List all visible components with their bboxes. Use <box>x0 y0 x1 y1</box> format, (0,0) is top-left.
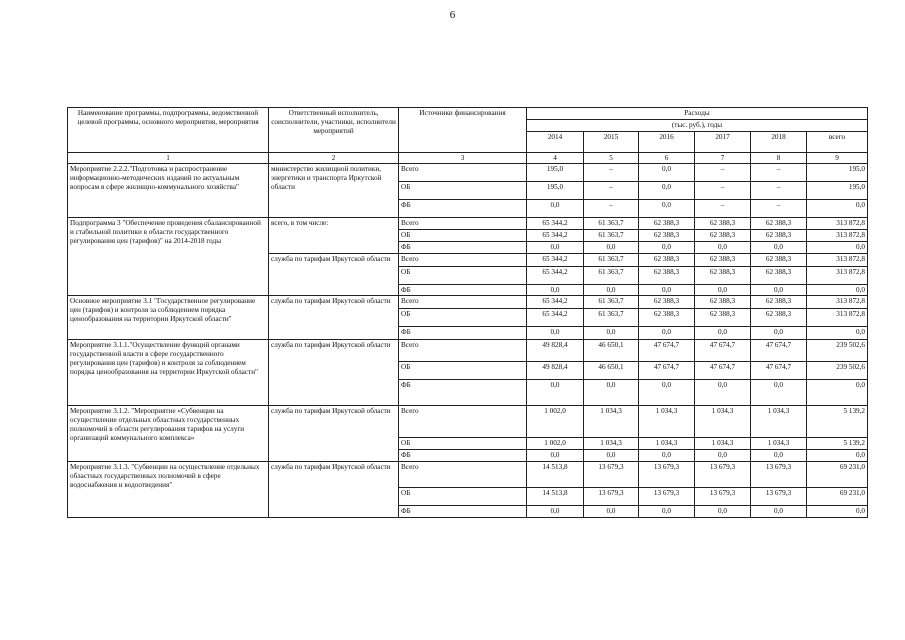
value-cell: 14 513,8 <box>527 488 584 506</box>
value-cell: – <box>751 164 807 182</box>
value-cell: 62 388,3 <box>751 296 807 309</box>
value-cell: 239 502,6 <box>807 340 868 362</box>
row-name: Мероприятие 3.1.2. "Мероприятие «Субвенции на осуществление отдельных областных государственных полномочий в области регулирования тарифов на услуги организаций коммунального комплекса» <box>68 406 269 462</box>
value-cell: 65 344,2 <box>527 296 584 309</box>
header-year: 2018 <box>751 131 807 152</box>
value-cell: 62 388,3 <box>695 218 751 230</box>
value-cell: 0,0 <box>584 284 639 296</box>
value-cell: 313 872,8 <box>807 309 868 327</box>
value-cell: 0,0 <box>807 450 868 462</box>
value-cell: 0,0 <box>807 241 868 253</box>
value-cell: 0,0 <box>527 380 584 406</box>
value-cell: 0,0 <box>584 506 639 518</box>
value-cell: 69 231,0 <box>807 462 868 488</box>
value-cell: 69 231,0 <box>807 488 868 506</box>
value-cell: 62 388,3 <box>751 230 807 242</box>
header-year: 2016 <box>639 131 695 152</box>
value-cell: 0,0 <box>751 450 807 462</box>
value-cell: 65 344,2 <box>527 266 584 284</box>
row-name: Основное мероприятие 3.1 "Государственное регулирование цен (тарифов) и контроля за соблюдением порядка ценообразования на территории Иркутской области" <box>68 296 269 340</box>
funding-source: Всего <box>399 218 527 230</box>
value-cell: 62 388,3 <box>639 309 695 327</box>
header-sources: Источники финансирования <box>399 108 527 153</box>
value-cell: 1 034,3 <box>584 438 639 450</box>
value-cell: 1 002,0 <box>527 438 584 450</box>
value-cell: 14 513,8 <box>527 462 584 488</box>
value-cell: 1 034,3 <box>695 406 751 438</box>
funding-source: ФБ <box>399 506 527 518</box>
column-index: 1 <box>68 152 269 164</box>
funding-source: Всего <box>399 253 527 266</box>
value-cell: 49 828,4 <box>527 340 584 362</box>
value-cell: 5 139,2 <box>807 406 868 438</box>
value-cell: 65 344,2 <box>527 309 584 327</box>
value-cell: 62 388,3 <box>751 266 807 284</box>
value-cell: 65 344,2 <box>527 218 584 230</box>
value-cell: – <box>695 182 751 200</box>
value-cell: 1 034,3 <box>751 406 807 438</box>
value-cell: 0,0 <box>751 506 807 518</box>
value-cell: 65 344,2 <box>527 253 584 266</box>
value-cell: 0,0 <box>639 241 695 253</box>
value-cell: 0,0 <box>527 241 584 253</box>
value-cell: 0,0 <box>751 284 807 296</box>
value-cell: 13 679,3 <box>695 462 751 488</box>
header-name: Наименование программы, подпрограммы, ведомственной целевой программы, основного мероприятия, мероприятия <box>68 108 269 153</box>
value-cell: 0,0 <box>639 327 695 340</box>
funding-source: ФБ <box>399 327 527 340</box>
value-cell: 0,0 <box>695 327 751 340</box>
value-cell: – <box>695 164 751 182</box>
value-cell: 46 650,1 <box>584 362 639 380</box>
value-cell: 13 679,3 <box>584 462 639 488</box>
column-index: 5 <box>584 152 639 164</box>
column-index: 4 <box>527 152 584 164</box>
value-cell: 1 034,3 <box>751 438 807 450</box>
value-cell: 0,0 <box>807 284 868 296</box>
funding-source: ОБ <box>399 309 527 327</box>
header-executor: Ответственный исполнитель, соисполнители, участники, исполнители мероприятий <box>269 108 399 153</box>
column-index: 3 <box>399 152 527 164</box>
value-cell: 0,0 <box>695 380 751 406</box>
funding-source: Всего <box>399 406 527 438</box>
column-index: 7 <box>695 152 751 164</box>
value-cell: 62 388,3 <box>695 253 751 266</box>
row-executor: министерство жилищной политики, энергетики и транспорта Иркутской области <box>269 164 399 218</box>
value-cell: 0,0 <box>751 380 807 406</box>
value-cell: 195,0 <box>527 182 584 200</box>
value-cell: 1 002,0 <box>527 406 584 438</box>
value-cell: 13 679,3 <box>639 488 695 506</box>
value-cell: 0,0 <box>527 506 584 518</box>
value-cell: 0,0 <box>807 506 868 518</box>
value-cell: 0,0 <box>695 284 751 296</box>
value-cell: 0,0 <box>751 241 807 253</box>
value-cell: 62 388,3 <box>639 230 695 242</box>
value-cell: 13 679,3 <box>751 462 807 488</box>
value-cell: 61 363,7 <box>584 296 639 309</box>
value-cell: 61 363,7 <box>584 253 639 266</box>
value-cell: 62 388,3 <box>639 253 695 266</box>
header-year: 2014 <box>527 131 584 152</box>
value-cell: – <box>751 182 807 200</box>
value-cell: 62 388,3 <box>695 309 751 327</box>
value-cell: 0,0 <box>527 284 584 296</box>
column-index: 9 <box>807 152 868 164</box>
value-cell: – <box>584 200 639 218</box>
value-cell: 195,0 <box>807 182 868 200</box>
value-cell: 195,0 <box>527 164 584 182</box>
value-cell: 47 674,7 <box>639 362 695 380</box>
row-executor: служба по тарифам Иркутской области <box>269 462 399 518</box>
value-cell: 47 674,7 <box>751 362 807 380</box>
value-cell: 13 679,3 <box>695 488 751 506</box>
value-cell: 0,0 <box>695 450 751 462</box>
value-cell: 0,0 <box>807 327 868 340</box>
value-cell: 313 872,8 <box>807 253 868 266</box>
value-cell: 0,0 <box>527 327 584 340</box>
row-name: Мероприятие 3.1.3. "Субвенции на осуществление отдельных областных государственных полномочий в сфере водоснабжения и водоотведения" <box>68 462 269 518</box>
funding-source: ОБ <box>399 230 527 242</box>
value-cell: 0,0 <box>584 241 639 253</box>
value-cell: 5 139,2 <box>807 438 868 450</box>
value-cell: 1 034,3 <box>695 438 751 450</box>
value-cell: 0,0 <box>527 200 584 218</box>
header-total: всего <box>807 131 868 152</box>
funding-source: ФБ <box>399 200 527 218</box>
value-cell: 62 388,3 <box>695 230 751 242</box>
value-cell: 61 363,7 <box>584 266 639 284</box>
value-cell: 313 872,8 <box>807 218 868 230</box>
funding-source: ФБ <box>399 284 527 296</box>
value-cell: 47 674,7 <box>695 362 751 380</box>
value-cell: 61 363,7 <box>584 230 639 242</box>
row-executor: служба по тарифам Иркутской области <box>269 340 399 406</box>
value-cell: 47 674,7 <box>751 340 807 362</box>
value-cell: 47 674,7 <box>639 340 695 362</box>
value-cell: 47 674,7 <box>695 340 751 362</box>
row-name: Мероприятие 3.1.1."Осуществление функций органами государственной власти в сфере государственного регулирования цен (тарифов) и контроля за соблюдением порядка ценообразования на территории Иркутской области" <box>68 340 269 406</box>
funding-source: ОБ <box>399 182 527 200</box>
row-executor: служба по тарифам Иркутской области <box>269 406 399 462</box>
funding-source: ФБ <box>399 450 527 462</box>
value-cell: 13 679,3 <box>639 462 695 488</box>
column-index: 2 <box>269 152 399 164</box>
funding-source: Всего <box>399 296 527 309</box>
value-cell: 1 034,3 <box>584 406 639 438</box>
value-cell: 239 502,6 <box>807 362 868 380</box>
value-cell: 0,0 <box>584 327 639 340</box>
row-name: Подпрограмма 3 "Обеспечение проведения сбалансированной и стабильной политики в области государственного регулирования цен (тарифов)" на 2014-2018 годы <box>68 218 269 296</box>
value-cell: 1 034,3 <box>639 438 695 450</box>
value-cell: 313 872,8 <box>807 296 868 309</box>
funding-source: ОБ <box>399 438 527 450</box>
value-cell: 49 828,4 <box>527 362 584 380</box>
budget-table <box>67 107 868 518</box>
funding-source: Всего <box>399 462 527 488</box>
value-cell: 0,0 <box>639 182 695 200</box>
funding-source: ОБ <box>399 266 527 284</box>
column-index: 8 <box>751 152 807 164</box>
value-cell: 61 363,7 <box>584 218 639 230</box>
value-cell: 0,0 <box>807 380 868 406</box>
value-cell: – <box>695 200 751 218</box>
value-cell: 313 872,8 <box>807 230 868 242</box>
value-cell: 0,0 <box>639 284 695 296</box>
funding-source: Всего <box>399 164 527 182</box>
value-cell: 46 650,1 <box>584 340 639 362</box>
page-number: 6 <box>449 9 456 21</box>
value-cell: 0,0 <box>695 506 751 518</box>
value-cell: 0,0 <box>751 327 807 340</box>
value-cell: 62 388,3 <box>639 266 695 284</box>
value-cell: 65 344,2 <box>527 230 584 242</box>
row-executor: служба по тарифам Иркутской области <box>269 253 399 296</box>
value-cell: 195,0 <box>807 164 868 182</box>
value-cell: 313 872,8 <box>807 266 868 284</box>
value-cell: 62 388,3 <box>639 296 695 309</box>
funding-source: Всего <box>399 340 527 362</box>
value-cell: 62 388,3 <box>639 218 695 230</box>
row-executor: служба по тарифам Иркутской области <box>269 296 399 340</box>
value-cell: 62 388,3 <box>751 309 807 327</box>
value-cell: 62 388,3 <box>695 296 751 309</box>
value-cell: 13 679,3 <box>584 488 639 506</box>
value-cell: 62 388,3 <box>695 266 751 284</box>
value-cell: 61 363,7 <box>584 309 639 327</box>
value-cell: 0,0 <box>639 164 695 182</box>
value-cell: – <box>751 200 807 218</box>
value-cell: 0,0 <box>639 450 695 462</box>
value-cell: 13 679,3 <box>751 488 807 506</box>
funding-source: ОБ <box>399 488 527 506</box>
value-cell: 0,0 <box>695 241 751 253</box>
funding-source: ФБ <box>399 380 527 406</box>
funding-source: ФБ <box>399 241 527 253</box>
value-cell: 62 388,3 <box>751 253 807 266</box>
value-cell: 0,0 <box>639 380 695 406</box>
row-name: Мероприятие 2.2.2."Подготовка и распространение информационно-методических изданий по актуальным вопросам в сфере жилищно-коммунального хозяйства" <box>68 164 269 218</box>
row-executor: всего, в том числе: <box>269 218 399 253</box>
header-units: (тыс. руб.), годы <box>527 119 868 131</box>
funding-source: ОБ <box>399 362 527 380</box>
value-cell: 0,0 <box>807 200 868 218</box>
value-cell: 0,0 <box>584 450 639 462</box>
value-cell: – <box>584 164 639 182</box>
header-expenses: Расходы <box>527 108 868 120</box>
value-cell: 0,0 <box>584 380 639 406</box>
value-cell: – <box>584 182 639 200</box>
value-cell: 0,0 <box>639 506 695 518</box>
value-cell: 62 388,3 <box>751 218 807 230</box>
header-year: 2017 <box>695 131 751 152</box>
value-cell: 1 034,3 <box>639 406 695 438</box>
header-year: 2015 <box>584 131 639 152</box>
value-cell: 0,0 <box>639 200 695 218</box>
column-index: 6 <box>639 152 695 164</box>
value-cell: 0,0 <box>527 450 584 462</box>
